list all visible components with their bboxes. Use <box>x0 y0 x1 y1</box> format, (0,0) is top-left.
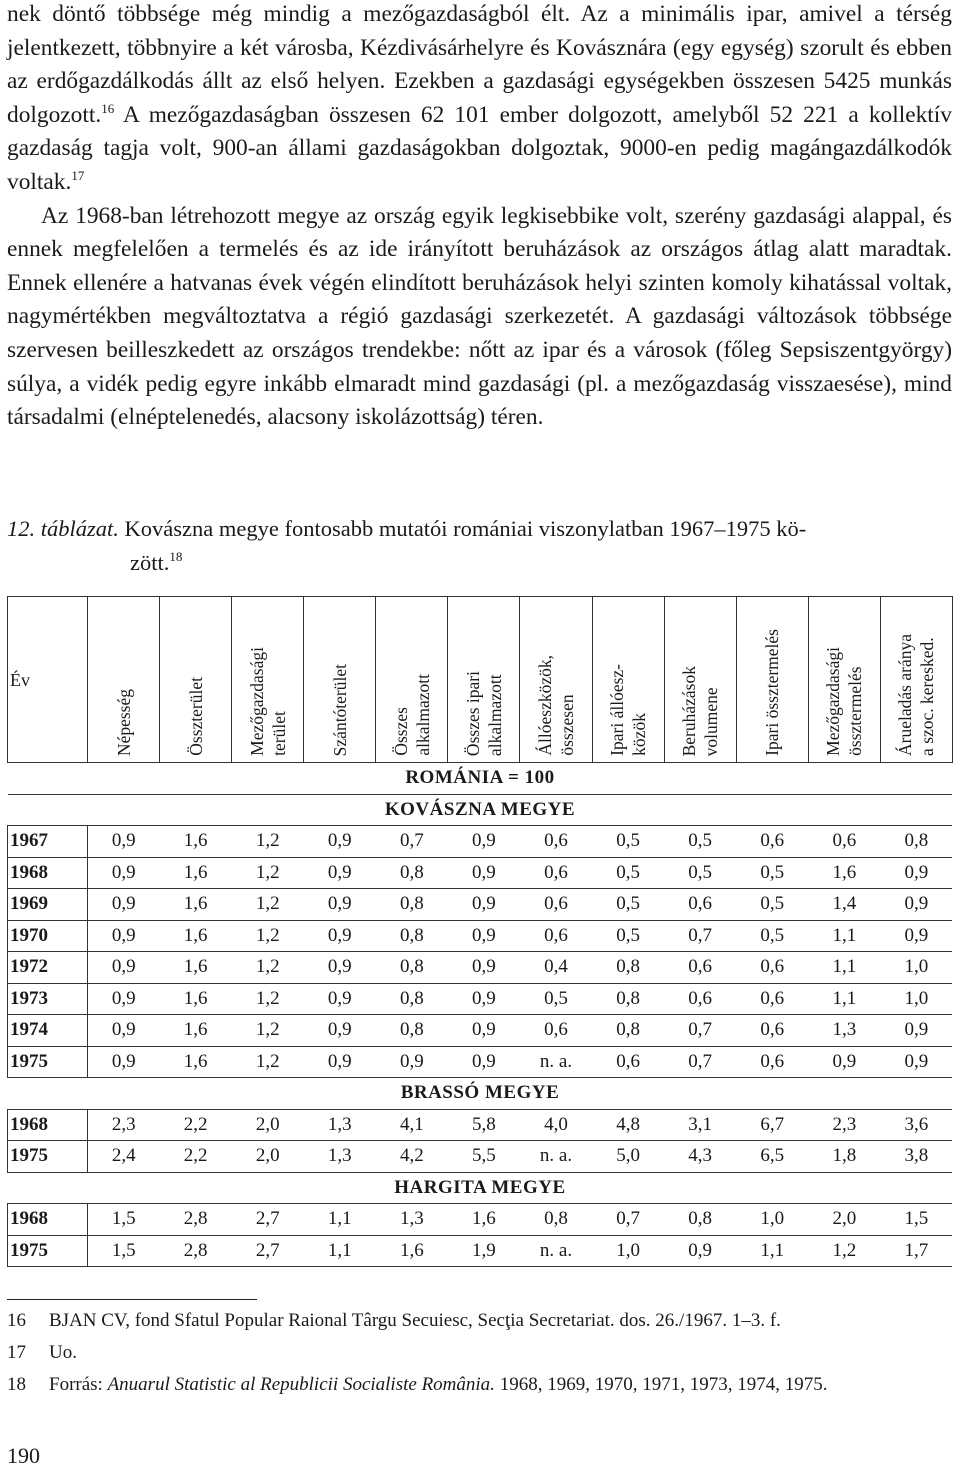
row-value: 2,4 <box>88 1141 160 1173</box>
row-value: 0,9 <box>88 952 160 984</box>
row-value: 0,8 <box>376 983 448 1015</box>
row-value: 1,6 <box>160 889 232 921</box>
row-value: 0,6 <box>520 857 592 889</box>
row-value: 0,6 <box>520 826 592 858</box>
footnote-text: Uo. <box>49 1342 77 1363</box>
row-value: 2,0 <box>808 1204 880 1236</box>
row-value: 0,6 <box>520 889 592 921</box>
row-value: 0,9 <box>88 920 160 952</box>
row-value: 1,2 <box>232 826 304 858</box>
row-value: 0,9 <box>880 920 952 952</box>
row-value: 1,1 <box>808 983 880 1015</box>
row-value: 2,0 <box>232 1109 304 1141</box>
row-value: 0,9 <box>304 1046 376 1078</box>
footnote-number: 16 <box>7 1310 26 1331</box>
section-title-row-cell: KOVÁSZNA MEGYE <box>8 794 953 826</box>
row-value: 0,6 <box>592 1046 664 1078</box>
footnote-ref-17[interactable]: 17 <box>71 167 85 183</box>
header-col-12 <box>880 597 952 763</box>
table-row <box>8 952 953 984</box>
row-value: 1,6 <box>160 1046 232 1078</box>
row-year: 1969 <box>8 889 88 921</box>
row-year: 1975 <box>8 1141 88 1173</box>
row-value: 3,6 <box>880 1109 952 1141</box>
row-value: 3,1 <box>664 1109 736 1141</box>
row-value: 0,9 <box>448 983 520 1015</box>
footnote-text: BJAN CV, fond Sfatul Popular Raional Târgu Secuiesc, Secţia Secretariat. dos. 26./1967. 1–3. f. <box>49 1310 781 1331</box>
table-row <box>8 920 953 952</box>
row-value: 2,2 <box>160 1109 232 1141</box>
row-value: 4,3 <box>664 1141 736 1173</box>
row-value: 0,9 <box>880 889 952 921</box>
row-value: 0,7 <box>664 1046 736 1078</box>
header-label: Ipari össztermelés <box>762 629 783 756</box>
row-value: 0,9 <box>304 1015 376 1047</box>
row-year: 1968 <box>8 857 88 889</box>
row-value: 2,3 <box>88 1109 160 1141</box>
table-row <box>8 1204 953 1236</box>
footnote-ref-16[interactable]: 16 <box>101 100 115 116</box>
row-value: 5,8 <box>448 1109 520 1141</box>
row-value: 4,2 <box>376 1141 448 1173</box>
table-caption <box>7 512 952 580</box>
row-value: 1,2 <box>232 983 304 1015</box>
row-value: 3,8 <box>880 1141 952 1173</box>
row-value: 0,5 <box>592 826 664 858</box>
row-value: 2,2 <box>160 1141 232 1173</box>
row-value: 0,8 <box>880 826 952 858</box>
footnote-16 <box>7 1305 952 1337</box>
row-value: 0,8 <box>376 1015 448 1047</box>
table-row <box>8 1015 953 1047</box>
row-value: 0,7 <box>664 920 736 952</box>
row-value: 0,9 <box>448 952 520 984</box>
header-col-3 <box>232 597 304 763</box>
footnote-source-title: Anuarul Statistic al Republicii Socialiste România. <box>107 1374 495 1395</box>
row-value: 0,9 <box>448 826 520 858</box>
row-value: 1,5 <box>880 1204 952 1236</box>
footnotes <box>7 1305 952 1401</box>
header-label: Ipari állóesz- közök <box>607 664 650 756</box>
row-value: 5,0 <box>592 1141 664 1173</box>
row-year: 1968 <box>8 1204 88 1236</box>
row-value: 0,6 <box>736 1015 808 1047</box>
row-value: 0,5 <box>592 857 664 889</box>
row-value: 1,1 <box>808 952 880 984</box>
row-value: 0,9 <box>88 889 160 921</box>
row-value: n. a. <box>520 1046 592 1078</box>
row-value: 0,7 <box>592 1204 664 1236</box>
row-value: 2,7 <box>232 1235 304 1267</box>
row-value: 2,7 <box>232 1204 304 1236</box>
section-title-row <box>8 1172 953 1204</box>
row-value: 4,0 <box>520 1109 592 1141</box>
row-value: 4,1 <box>376 1109 448 1141</box>
row-value: 1,4 <box>808 889 880 921</box>
row-value: 0,9 <box>448 920 520 952</box>
row-value: 1,2 <box>232 920 304 952</box>
row-value: 0,6 <box>736 952 808 984</box>
row-value: 1,0 <box>880 983 952 1015</box>
row-year: 1975 <box>8 1046 88 1078</box>
header-label: Népesség <box>113 688 134 756</box>
header-col-5 <box>376 597 448 763</box>
row-value: 1,6 <box>160 1015 232 1047</box>
row-value: 1,6 <box>808 857 880 889</box>
row-value: 0,5 <box>592 889 664 921</box>
row-value: 1,6 <box>160 826 232 858</box>
footnote-17 <box>7 1337 952 1369</box>
row-value: 0,9 <box>880 1015 952 1047</box>
row-value: 2,8 <box>160 1235 232 1267</box>
section-title-row <box>8 1078 953 1110</box>
footnote-18 <box>7 1369 952 1401</box>
row-value: 0,8 <box>592 983 664 1015</box>
row-value: 2,8 <box>160 1204 232 1236</box>
row-value: 1,2 <box>232 889 304 921</box>
header-col-9 <box>664 597 736 763</box>
row-value: 1,6 <box>160 983 232 1015</box>
paragraph-1-part-b: A mezőgazdaságban összesen 62 101 ember dolgozott, amelyből 52 221 a kollektív gazdaság tagja volt, 900-an állami gazdaságokban dolgoztak, 9000-en pedig magángazdálkodók voltak. <box>7 101 952 195</box>
row-value: 0,9 <box>88 826 160 858</box>
row-value: 0,9 <box>808 1046 880 1078</box>
row-value: 1,1 <box>808 920 880 952</box>
header-col-6 <box>448 597 520 763</box>
header-label: Összterület <box>185 677 206 756</box>
row-value: n. a. <box>520 1141 592 1173</box>
table-row <box>8 1235 953 1267</box>
row-value: 0,8 <box>592 952 664 984</box>
page-number: 190 <box>7 1443 40 1468</box>
row-value: 1,3 <box>304 1109 376 1141</box>
table-body <box>8 763 953 1267</box>
row-value: 1,0 <box>592 1235 664 1267</box>
row-value: 1,5 <box>88 1235 160 1267</box>
row-value: 0,6 <box>736 1046 808 1078</box>
row-value: 1,6 <box>160 920 232 952</box>
table-row <box>8 983 953 1015</box>
row-value: 0,6 <box>664 952 736 984</box>
row-value: 0,8 <box>376 920 448 952</box>
row-value: 0,9 <box>304 920 376 952</box>
row-value: 0,9 <box>448 889 520 921</box>
row-value: 0,9 <box>88 1015 160 1047</box>
footnote-ref-18[interactable]: 18 <box>169 549 183 564</box>
header-col-7 <box>520 597 592 763</box>
row-value: 2,3 <box>808 1109 880 1141</box>
row-value: 0,9 <box>304 857 376 889</box>
header-label: Beruházások volumene <box>679 665 722 756</box>
row-value: n. a. <box>520 1235 592 1267</box>
row-value: 1,1 <box>304 1204 376 1236</box>
table-caption-text: Kovászna megye fontosabb mutatói romániai viszonylatban 1967–1975 kö- <box>118 516 807 541</box>
row-value: 1,0 <box>736 1204 808 1236</box>
row-value: 6,5 <box>736 1141 808 1173</box>
row-value: 1,2 <box>232 952 304 984</box>
row-value: 1,7 <box>880 1235 952 1267</box>
table-row <box>8 1141 953 1173</box>
row-value: 0,9 <box>448 1046 520 1078</box>
table-row <box>8 826 953 858</box>
row-value: 1,9 <box>448 1235 520 1267</box>
paragraph-2: Az 1968-ban létrehozott megye az ország egyik legkisebbike volt, szerény gazdasági alappal, és ennek megfelelően a termelés és az ide irányított beruházások az országos átlag alatt maradtak. Ennek ellenére a hatvanas évek végén elindított beruházások helyi szinten komoly kihatással voltak, nagymértékben megváltoztatva a régió gazdasági szerkezetét. A gazdasági változások többsége szervesen beilleszkedett az országos trendekbe: nőtt az ipar és a városok (főleg Sepsiszentgyörgy) súlya, a vidék pedig egyre inkább elmaradt mind gazdasági (pl. a mezőgazdaság visszaesése), mind társadalmi (elnéptelenedés, alacsony iskolázottság) téren. <box>7 202 952 431</box>
row-value: 5,5 <box>448 1141 520 1173</box>
header-col-10 <box>736 597 808 763</box>
header-label: Állóeszközök, összesen <box>535 655 577 756</box>
row-value: 2,0 <box>232 1141 304 1173</box>
paragraph-1-part-a: nek döntő többsége még mindig a mezőgazdaságból élt. Az a minimális ipar, amivel a térség jelentkezett, többnyire a két városba, Kézdivásárhelyre és Kovásznára (egy egység) szorult és ebben az erdőgazdálkodás állt az első helyen. Ezekben a gazdasági egységekben összesen 5425 munkás dolgozott. <box>7 1 952 128</box>
row-value: 0,6 <box>664 983 736 1015</box>
row-value: 0,9 <box>880 1046 952 1078</box>
table-row <box>8 1109 953 1141</box>
table-header-row <box>8 597 953 763</box>
row-value: 0,9 <box>304 826 376 858</box>
table-row <box>8 1046 953 1078</box>
row-year: 1968 <box>8 1109 88 1141</box>
row-value: 0,9 <box>448 1015 520 1047</box>
footnote-separator <box>7 1299 257 1300</box>
row-value: 0,8 <box>664 1204 736 1236</box>
row-value: 0,8 <box>376 857 448 889</box>
row-value: 1,3 <box>808 1015 880 1047</box>
header-label: Árueladás aránya a szoc. keresked. <box>895 634 938 756</box>
row-value: 0,8 <box>520 1204 592 1236</box>
row-value: 0,9 <box>664 1235 736 1267</box>
row-value: 0,4 <box>520 952 592 984</box>
row-value: 0,5 <box>592 920 664 952</box>
row-value: 1,6 <box>448 1204 520 1236</box>
row-value: 0,6 <box>664 889 736 921</box>
section-title-row <box>8 794 953 826</box>
row-value: 1,2 <box>232 1015 304 1047</box>
row-value: 0,6 <box>736 826 808 858</box>
row-value: 0,9 <box>304 889 376 921</box>
row-value: 0,7 <box>664 1015 736 1047</box>
table-row <box>8 889 953 921</box>
header-label: Összes ipari alkalmazott <box>462 670 505 756</box>
row-value: 0,6 <box>808 826 880 858</box>
row-value: 1,1 <box>304 1235 376 1267</box>
header-label: Szántóterület <box>329 663 350 756</box>
table-caption-text-cont: zött. <box>130 550 170 575</box>
row-value: 6,7 <box>736 1109 808 1141</box>
row-value: 4,8 <box>592 1109 664 1141</box>
section-title-row-cell: BRASSÓ MEGYE <box>8 1078 953 1110</box>
row-value: 1,2 <box>808 1235 880 1267</box>
row-year: 1970 <box>8 920 88 952</box>
footnote-number: 17 <box>7 1342 26 1363</box>
header-label: Mezőgazdasági terület <box>246 647 289 756</box>
row-value: 0,9 <box>88 1046 160 1078</box>
row-year: 1975 <box>8 1235 88 1267</box>
row-value: 0,6 <box>520 920 592 952</box>
header-year: Év <box>8 597 88 763</box>
row-value: 0,8 <box>376 889 448 921</box>
row-value: 0,9 <box>880 857 952 889</box>
row-value: 0,5 <box>664 857 736 889</box>
header-col-2 <box>160 597 232 763</box>
row-value: 0,5 <box>664 826 736 858</box>
row-value: 0,5 <box>736 889 808 921</box>
header-col-1 <box>88 597 160 763</box>
row-value: 0,9 <box>88 983 160 1015</box>
row-value: 0,9 <box>304 952 376 984</box>
row-value: 1,2 <box>232 857 304 889</box>
row-value: 1,3 <box>376 1204 448 1236</box>
table-caption-label: 12. táblázat. <box>7 516 119 541</box>
paragraph-1 <box>7 0 952 200</box>
row-value: 0,9 <box>376 1046 448 1078</box>
row-value: 0,6 <box>736 983 808 1015</box>
row-value: 0,6 <box>520 1015 592 1047</box>
header-col-8 <box>592 597 664 763</box>
row-year: 1974 <box>8 1015 88 1047</box>
row-value: 0,8 <box>592 1015 664 1047</box>
row-value: 1,2 <box>232 1046 304 1078</box>
row-year: 1972 <box>8 952 88 984</box>
row-value: 1,8 <box>808 1141 880 1173</box>
header-label: Összes alkalmazott <box>390 674 433 756</box>
row-value: 0,8 <box>376 952 448 984</box>
footnote-number: 18 <box>7 1374 26 1395</box>
row-value: 1,6 <box>160 857 232 889</box>
body-text <box>7 0 952 435</box>
indicator-table-wrapper <box>7 596 952 1267</box>
table-row <box>8 857 953 889</box>
row-value: 1,0 <box>880 952 952 984</box>
row-year: 1973 <box>8 983 88 1015</box>
row-value: 1,3 <box>304 1141 376 1173</box>
row-value: 0,9 <box>304 983 376 1015</box>
row-value: 0,7 <box>376 826 448 858</box>
row-value: 1,6 <box>376 1235 448 1267</box>
base-label-row-cell: ROMÁNIA = 100 <box>8 763 953 795</box>
row-value: 0,9 <box>88 857 160 889</box>
row-value: 1,6 <box>160 952 232 984</box>
row-value: 0,5 <box>736 857 808 889</box>
header-col-11 <box>808 597 880 763</box>
header-col-4 <box>304 597 376 763</box>
section-title-row-cell: HARGITA MEGYE <box>8 1172 953 1204</box>
footnote-text: Forrás: Anuarul Statistic al Republicii Socialiste România. 1968, 1969, 1970, 1971, 1973, 1974, 1975. <box>49 1374 828 1395</box>
indicator-table <box>7 596 953 1267</box>
base-label-row <box>8 763 953 795</box>
header-label: Mezőgazdasági össztermelés <box>823 647 866 756</box>
row-value: 1,1 <box>736 1235 808 1267</box>
row-value: 0,5 <box>736 920 808 952</box>
row-value: 1,5 <box>88 1204 160 1236</box>
row-year: 1967 <box>8 826 88 858</box>
row-value: 0,5 <box>520 983 592 1015</box>
row-value: 0,9 <box>448 857 520 889</box>
